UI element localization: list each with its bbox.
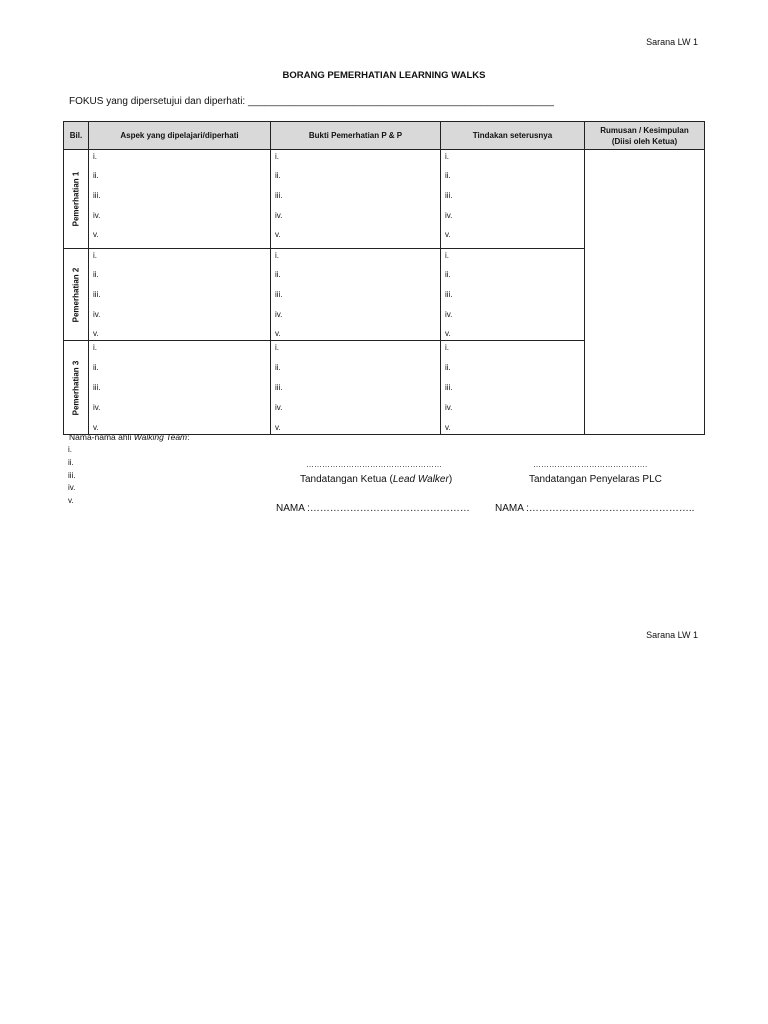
item-numeral: iv. <box>93 310 101 319</box>
observation-table <box>63 121 705 435</box>
item-numeral: ii. <box>275 171 281 180</box>
entry-cell <box>89 150 271 249</box>
entry-cell <box>271 341 441 435</box>
section-label: Pemerhatian 1 <box>71 171 81 227</box>
signature-label-ketua: Tandatangan Ketua (Lead Walker) <box>300 474 453 485</box>
item-numeral: i. <box>445 251 449 260</box>
rumusan-cell <box>585 150 705 435</box>
team-member-numeral: v. <box>68 496 74 506</box>
entry-cell <box>89 249 271 341</box>
team-member-numeral: iv. <box>68 483 76 493</box>
item-numeral: i. <box>93 251 97 260</box>
item-numeral: i. <box>275 251 279 260</box>
item-numeral: iii. <box>93 191 101 200</box>
item-numeral: v. <box>445 329 451 338</box>
focus-line <box>69 96 554 107</box>
page-label-bottom: Sarana LW 1 <box>646 630 698 640</box>
signature-line-ketua: …………………………………………… <box>306 460 442 469</box>
item-numeral: v. <box>275 423 281 432</box>
item-numeral: iii. <box>445 383 453 392</box>
item-numeral: i. <box>93 152 97 161</box>
item-numeral: ii. <box>93 270 99 279</box>
item-numeral: iii. <box>445 191 453 200</box>
item-numeral: ii. <box>93 171 99 180</box>
item-numeral: iii. <box>275 383 283 392</box>
item-numeral: iii. <box>275 191 283 200</box>
item-numeral: ii. <box>93 363 99 372</box>
item-numeral: iii. <box>93 290 101 299</box>
entry-cell <box>441 150 585 249</box>
section-label: Pemerhatian 2 <box>71 267 81 322</box>
item-numeral: v. <box>275 329 281 338</box>
walking-team-list <box>69 444 190 508</box>
header-rumusan: Rumusan / Kesimpulan (Diisi oleh Ketua) <box>585 122 705 150</box>
focus-label: FOKUS yang dipersetujui dan diperhati: <box>69 96 246 107</box>
team-member-numeral: ii. <box>68 457 74 467</box>
item-numeral: iii. <box>93 383 101 392</box>
form-title: BORANG PEMERHATIAN LEARNING WALKS <box>282 70 486 81</box>
header-aspek: Aspek yang dipelajari/diperhati <box>89 122 271 150</box>
focus-blank: _______________________________________________________ <box>248 96 554 107</box>
team-member-numeral: iii. <box>68 470 76 480</box>
item-numeral: v. <box>445 423 451 432</box>
item-numeral: v. <box>445 230 451 239</box>
item-numeral: i. <box>445 152 449 161</box>
header-bil: Bil. <box>64 122 89 150</box>
item-numeral: iv. <box>445 211 453 220</box>
item-numeral: i. <box>275 343 279 352</box>
item-numeral: iii. <box>445 290 453 299</box>
item-numeral: iv. <box>445 403 453 412</box>
item-numeral: ii. <box>275 363 281 372</box>
section-label: Pemerhatian 3 <box>71 360 81 415</box>
item-numeral: i. <box>275 152 279 161</box>
entry-cell <box>441 249 585 341</box>
team-member-numeral: i. <box>68 445 72 454</box>
item-numeral: iv. <box>275 211 283 220</box>
walking-team-block <box>69 432 190 508</box>
section-label-cell <box>64 341 89 435</box>
header-tindakan: Tindakan seterusnya <box>441 122 585 150</box>
signature-label-penyelaras: Tandatangan Penyelaras PLC <box>529 474 662 485</box>
entry-cell <box>89 341 271 435</box>
name-field-ketua: NAMA :………………………………………… <box>276 503 470 514</box>
section-label-cell <box>64 249 89 341</box>
item-numeral: iv. <box>93 403 101 412</box>
page-label: Sarana LW 1 <box>646 37 698 47</box>
item-numeral: i. <box>93 343 97 352</box>
item-numeral: iv. <box>93 211 101 220</box>
item-numeral: ii. <box>445 363 451 372</box>
entry-cell <box>441 341 585 435</box>
item-numeral: iii. <box>275 290 283 299</box>
section-label-cell <box>64 150 89 249</box>
header-bukti: Bukti Pemerhatian P & P <box>271 122 441 150</box>
item-numeral: ii. <box>275 270 281 279</box>
item-numeral: iv. <box>445 310 453 319</box>
item-numeral: v. <box>93 230 99 239</box>
item-numeral: v. <box>93 329 99 338</box>
entry-cell <box>271 150 441 249</box>
item-numeral: ii. <box>445 171 451 180</box>
item-numeral: v. <box>275 230 281 239</box>
entry-cell <box>271 249 441 341</box>
observation-row <box>64 150 705 249</box>
signature-line-penyelaras: ……………………………………. <box>533 460 648 469</box>
item-numeral: iv. <box>275 403 283 412</box>
item-numeral: iv. <box>275 310 283 319</box>
item-numeral: v. <box>93 423 99 432</box>
item-numeral: ii. <box>445 270 451 279</box>
name-field-penyelaras: NAMA :………………………………………….. <box>495 503 695 514</box>
walking-team-label: Nama-nama ahli Walking Team: <box>69 432 190 442</box>
item-numeral: i. <box>445 343 449 352</box>
